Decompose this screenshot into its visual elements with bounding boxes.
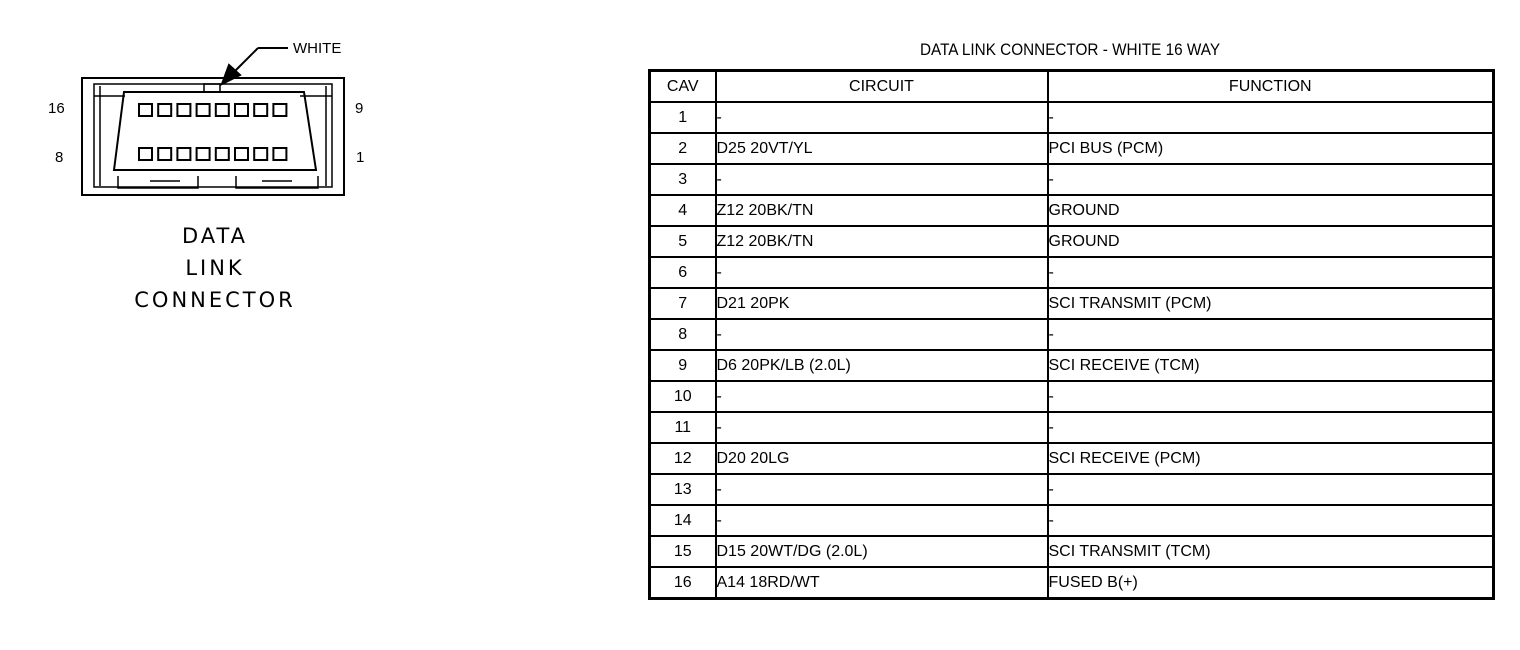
pin-cavity [254, 148, 267, 160]
pin-cavity [273, 104, 286, 116]
header-cav: CAV [650, 71, 716, 103]
cell-circuit: D6 20PK/LB (2.0L) [716, 350, 1048, 381]
cell-circuit: - [716, 319, 1048, 350]
pin-cavity [139, 148, 152, 160]
pin-cavity [177, 104, 190, 116]
cell-circuit: D15 20WT/DG (2.0L) [716, 536, 1048, 567]
table-row [650, 567, 1494, 599]
table-row [650, 257, 1494, 288]
cell-cav: 5 [650, 226, 716, 257]
cell-circuit: - [716, 164, 1048, 195]
table-title: DATA LINK CONNECTOR - WHITE 16 WAY [919, 40, 1221, 59]
header-circuit: CIRCUIT [716, 71, 1048, 103]
cell-circuit: D21 20PK [716, 288, 1048, 319]
pin-grid [139, 104, 286, 160]
header-function: FUNCTION [1048, 71, 1494, 103]
latch-left [118, 176, 198, 188]
table-row [650, 288, 1494, 319]
table-row [650, 319, 1494, 350]
cell-cav: 1 [650, 102, 716, 133]
color-callout-label: WHITE [293, 40, 342, 57]
pin-cavity [235, 148, 248, 160]
pin-cavity [197, 104, 210, 116]
pin-label-1: 1 [356, 149, 365, 166]
pin-cavity [158, 104, 171, 116]
pin-label-9: 9 [355, 100, 364, 117]
cell-cav: 16 [650, 567, 716, 599]
pin-cavity [197, 148, 210, 160]
caption-line-3: CONNECTOR [134, 288, 296, 312]
cell-circuit: Z12 20BK/TN [716, 195, 1048, 226]
table-row [650, 102, 1494, 133]
table-row [650, 133, 1494, 164]
pin-cavity [177, 148, 190, 160]
cell-cav: 15 [650, 536, 716, 567]
caption-line-2: LINK [185, 256, 245, 280]
cell-function: FUSED B(+) [1048, 567, 1494, 599]
connector-inner-frame [94, 84, 332, 187]
cell-cav: 6 [650, 257, 716, 288]
cell-function: - [1048, 505, 1494, 536]
cell-circuit: Z12 20BK/TN [716, 226, 1048, 257]
latch-right [236, 176, 318, 188]
cell-function: GROUND [1048, 195, 1494, 226]
cell-circuit: - [716, 412, 1048, 443]
pin-cavity [139, 104, 152, 116]
cell-circuit: - [716, 102, 1048, 133]
cell-cav: 7 [650, 288, 716, 319]
connector-drawing [0, 0, 640, 650]
table-row [650, 474, 1494, 505]
pin-cavity [235, 104, 248, 116]
cell-cav: 9 [650, 350, 716, 381]
table-row [650, 350, 1494, 381]
cell-function: GROUND [1048, 226, 1494, 257]
cell-function: - [1048, 102, 1494, 133]
cell-circuit: - [716, 381, 1048, 412]
cell-function: - [1048, 164, 1494, 195]
table-row [650, 505, 1494, 536]
pin-cavity [216, 104, 229, 116]
cell-function: SCI TRANSMIT (TCM) [1048, 536, 1494, 567]
pinout-table [648, 69, 1495, 600]
pin-cavity [273, 148, 286, 160]
cell-function: SCI TRANSMIT (PCM) [1048, 288, 1494, 319]
caption-line-1: DATA [181, 224, 249, 248]
cell-circuit: - [716, 257, 1048, 288]
table-row [650, 443, 1494, 474]
cell-function: - [1048, 257, 1494, 288]
cell-circuit: - [716, 505, 1048, 536]
pin-label-16: 16 [48, 100, 65, 117]
cell-function: SCI RECEIVE (TCM) [1048, 350, 1494, 381]
cell-function: - [1048, 381, 1494, 412]
cell-function: - [1048, 319, 1494, 350]
table-header-row [650, 71, 1494, 103]
cell-circuit: D25 20VT/YL [716, 133, 1048, 164]
table-row [650, 381, 1494, 412]
cell-circuit: - [716, 474, 1048, 505]
connector-key-tab [204, 84, 220, 92]
cell-function: PCI BUS (PCM) [1048, 133, 1494, 164]
table-row [650, 226, 1494, 257]
cell-cav: 11 [650, 412, 716, 443]
cell-function: - [1048, 474, 1494, 505]
table-row [650, 195, 1494, 226]
cell-cav: 10 [650, 381, 716, 412]
cell-cav: 2 [650, 133, 716, 164]
pin-cavity [158, 148, 171, 160]
cell-cav: 3 [650, 164, 716, 195]
cell-cav: 14 [650, 505, 716, 536]
pin-label-8: 8 [55, 149, 64, 166]
pin-cavity [254, 104, 267, 116]
cell-cav: 13 [650, 474, 716, 505]
cell-function: - [1048, 412, 1494, 443]
table-row [650, 536, 1494, 567]
cell-cav: 4 [650, 195, 716, 226]
table-row [650, 412, 1494, 443]
cell-circuit: D20 20LG [716, 443, 1048, 474]
cell-cav: 8 [650, 319, 716, 350]
cell-circuit: A14 18RD/WT [716, 567, 1048, 599]
pin-cavity [216, 148, 229, 160]
cell-function: SCI RECEIVE (PCM) [1048, 443, 1494, 474]
table-row [650, 164, 1494, 195]
cell-cav: 12 [650, 443, 716, 474]
